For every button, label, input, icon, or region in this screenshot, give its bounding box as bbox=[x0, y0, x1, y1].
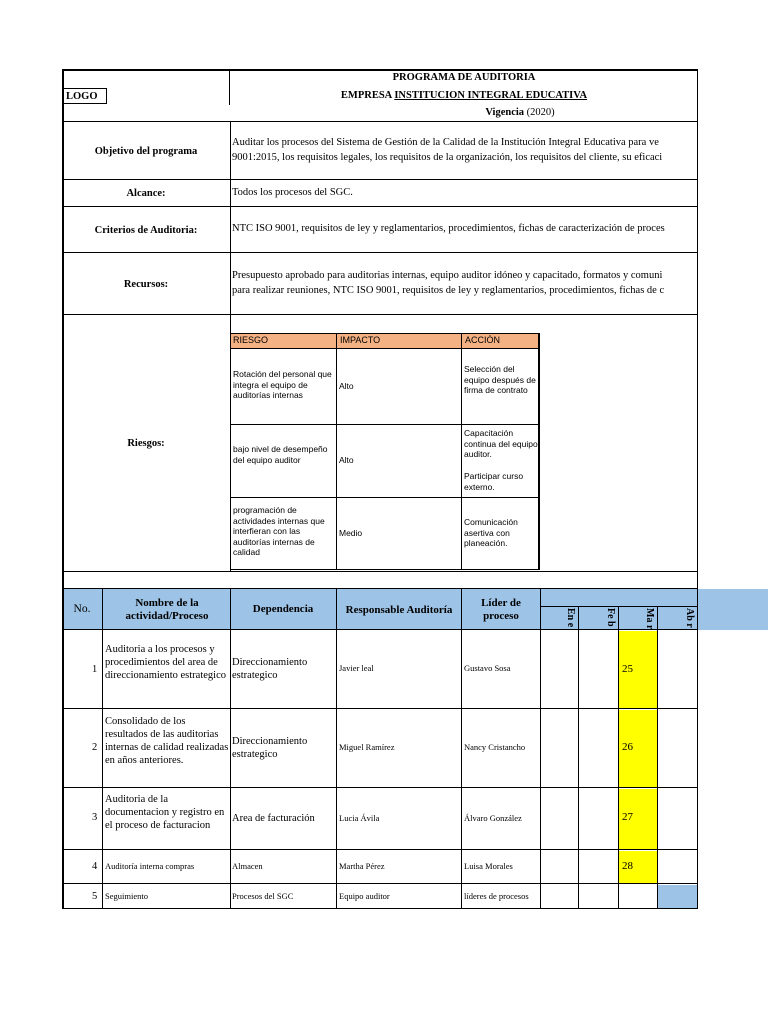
month-cell-highlight bbox=[658, 885, 697, 908]
act-col-divider bbox=[461, 589, 462, 630]
row-4-lider: Luisa Morales bbox=[464, 861, 513, 871]
risk-header-riesgo: RIESGO bbox=[233, 335, 269, 345]
row-2-lider: Nancy Cristancho bbox=[464, 742, 526, 752]
objetivo-text-line2: 9001:2015, los requisitos legales, los requisitos de la organización, los requisitos del cliente, su eficaci bbox=[232, 152, 663, 163]
month-divider bbox=[657, 606, 658, 630]
act-col-divider bbox=[657, 630, 658, 909]
risk-col-divider bbox=[461, 333, 462, 570]
act-col-divider bbox=[618, 630, 619, 909]
row-3-no: 3 bbox=[92, 812, 98, 823]
risk-row-3-accion: Comunicación asertiva con planeación. bbox=[464, 517, 518, 548]
criterios-text: NTC ISO 9001, requisitos de ley y reglamentarios, procedimientos, fichas de caracterización de proces bbox=[232, 223, 665, 234]
row-2-marzo: 26 bbox=[622, 741, 633, 753]
act-col-divider bbox=[697, 630, 698, 909]
objetivo-text-line1: Auditar los procesos del Sistema de Gestión de la Calidad de la Institución Integral Educativa para ve bbox=[232, 137, 659, 148]
row-4-no: 4 bbox=[92, 861, 98, 872]
risk-row-divider bbox=[230, 424, 540, 425]
logo-cell[interactable] bbox=[63, 88, 107, 104]
row-5-marzo bbox=[622, 890, 656, 904]
month-marzo: Ma r bbox=[644, 608, 655, 630]
month-enero: En e bbox=[565, 608, 576, 628]
company-line bbox=[230, 89, 698, 103]
row-3-dependencia: Area de facturación bbox=[232, 813, 315, 824]
row-2-nombre: Consolidado de los resultados de las auditorias internas de calidad realizadas en años anteriores. bbox=[105, 716, 229, 766]
col-divider bbox=[230, 207, 231, 253]
logo-text: LOGO bbox=[66, 90, 98, 102]
act-col-divider bbox=[540, 589, 541, 630]
month-divider bbox=[578, 606, 579, 630]
row-2-no: 2 bbox=[92, 742, 98, 753]
risk-row-2-impacto: Alto bbox=[339, 455, 354, 465]
month-febrero: Fe b bbox=[605, 608, 616, 627]
act-col-divider bbox=[102, 630, 103, 909]
row-5-nombre: Seguimiento bbox=[105, 891, 148, 901]
alcance-text: Todos los procesos del SGC. bbox=[232, 187, 353, 198]
row-5-no: 5 bbox=[92, 891, 98, 902]
act-col-divider bbox=[336, 630, 337, 909]
criterios-label: Criterios de Auditoria: bbox=[94, 224, 198, 236]
risk-row-1-riesgo: Rotación del personal que integra el equipo de auditorías internas bbox=[233, 369, 332, 400]
row-1-marzo: 25 bbox=[622, 663, 633, 675]
col-divider bbox=[230, 253, 231, 315]
risk-row-2-riesgo: bajo nivel de desempeño del equipo auditor bbox=[233, 444, 328, 465]
act-col-divider bbox=[230, 630, 231, 909]
col-header-responsable: Responsable Auditoría bbox=[345, 603, 453, 616]
row-5-responsable: Equipo auditor bbox=[339, 891, 390, 901]
act-col-divider bbox=[102, 589, 103, 630]
row-1-lider: Gustavo Sosa bbox=[464, 663, 511, 673]
row-3-marzo: 27 bbox=[622, 811, 633, 823]
alcance-label: Alcance: bbox=[126, 188, 166, 199]
risk-col-divider bbox=[336, 333, 337, 570]
act-col-divider bbox=[578, 630, 579, 909]
col-header-nombre: Nombre de la actividad/Proceso bbox=[125, 597, 209, 622]
row-3-lider: Álvaro González bbox=[464, 813, 522, 823]
act-col-divider bbox=[540, 630, 541, 909]
risk-row-divider bbox=[230, 497, 540, 498]
row-1-no: 1 bbox=[92, 664, 98, 675]
row-2-responsable: Miguel Ramírez bbox=[339, 742, 395, 752]
row-2-dependencia: Direccionamiento estrategico bbox=[232, 736, 308, 760]
row-4-dependencia: Almacen bbox=[232, 861, 263, 871]
act-col-divider bbox=[461, 630, 462, 909]
objetivo-label: Objetivo del programa bbox=[94, 145, 198, 157]
risk-row-3-riesgo: programación de actividades internas que interfieran con las auditorías internas de calidad bbox=[233, 505, 325, 557]
col-header-dependencia: Dependencia bbox=[252, 603, 314, 615]
row-3-nombre: Auditoria de la documentacion y registro en el proceso de facturacion bbox=[105, 794, 225, 831]
month-divider bbox=[697, 589, 698, 630]
row-5-dependencia: Procesos del SGC bbox=[232, 891, 294, 901]
risk-row-1-accion: Selección del equipo después de firma de contrato bbox=[464, 364, 536, 395]
risk-header-accion: ACCIÓN bbox=[465, 335, 501, 345]
spacer-row bbox=[62, 572, 698, 589]
risk-row-1-impacto: Alto bbox=[339, 381, 354, 391]
risk-row-2-accion: Capacitación continua del equipo auditor. bbox=[464, 428, 538, 459]
recursos-label: Recursos: bbox=[123, 278, 169, 290]
month-top-line bbox=[540, 606, 698, 607]
act-col-divider bbox=[336, 589, 337, 630]
row-4-marzo: 28 bbox=[622, 860, 633, 872]
program-title: PROGRAMA DE AUDITORIA bbox=[392, 72, 536, 83]
row-3-responsable: Lucia Ávila bbox=[339, 813, 380, 823]
row-4-nombre: Auditoría interna compras bbox=[105, 861, 195, 871]
risk-row-3-impacto: Medio bbox=[339, 528, 363, 538]
risk-right-border bbox=[538, 333, 540, 570]
row-1-nombre: Auditoria a los procesos y procedimientos del area de direccionamiento estrategico bbox=[105, 644, 226, 681]
row-4-responsable: Martha Pérez bbox=[339, 861, 385, 871]
company-prefix: EMPRESA bbox=[340, 90, 392, 101]
month-divider bbox=[618, 606, 619, 630]
company-name: INSTITUCION INTEGRAL EDUCATIVA bbox=[394, 90, 588, 101]
row-5-lider: líderes de procesos bbox=[464, 891, 529, 901]
vigencia-label: Vigencia bbox=[485, 107, 525, 118]
recursos-text-line1: Presupuesto aprobado para auditorias internas, equipo auditor idóneo y capacitado, formatos y comuni bbox=[232, 270, 663, 281]
col-header-no: No. bbox=[73, 603, 91, 615]
row-1-dependencia: Direccionamiento estrategico bbox=[232, 657, 308, 681]
col-header-lider: Líder de proceso bbox=[481, 597, 521, 622]
vigencia-line bbox=[420, 106, 620, 120]
month-abril: Ab r bbox=[684, 608, 695, 628]
risk-header-impacto: IMPACTO bbox=[340, 335, 381, 345]
vigencia-value: (2020) bbox=[526, 107, 555, 118]
row-1-responsable: Javier leal bbox=[339, 663, 374, 673]
riesgos-label: Riesgos: bbox=[127, 438, 165, 449]
risk-row-2-accion-extra: Participar curso externo. bbox=[464, 471, 524, 492]
col-divider bbox=[230, 180, 231, 207]
recursos-text-line2: para realizar reuniones, NTC ISO 9001, requisitos de ley y reglamentarios, procedimientos, fichas de c bbox=[232, 285, 665, 296]
col-divider bbox=[230, 122, 231, 180]
